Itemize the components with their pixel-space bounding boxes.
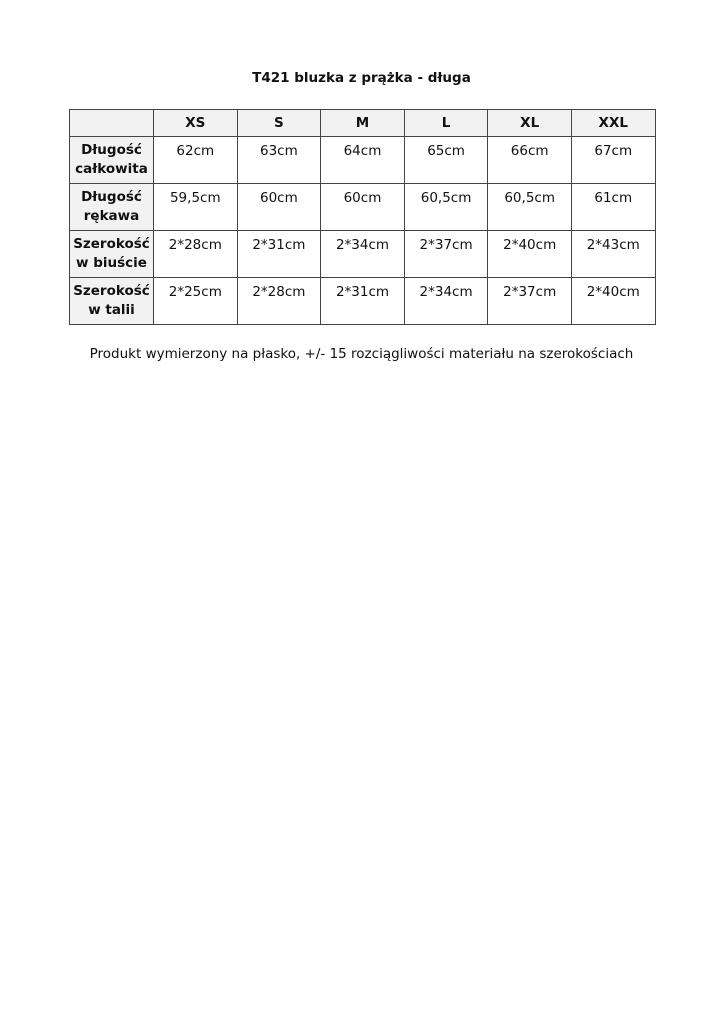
table-header-row [70, 110, 656, 137]
table-cell: 2*43cm [571, 231, 655, 278]
row-label-waist-width [70, 278, 154, 325]
table-cell: 2*28cm [237, 278, 321, 325]
table-cell: 2*31cm [237, 231, 321, 278]
table-cell: 2*28cm [154, 231, 238, 278]
table-row [70, 231, 656, 278]
table-cell: 2*34cm [404, 278, 488, 325]
table-cell: 61cm [571, 184, 655, 231]
row-label-line: Długość [81, 189, 142, 205]
size-table [69, 109, 656, 325]
table-cell: 60,5cm [404, 184, 488, 231]
row-label-bust-width [70, 231, 154, 278]
row-label-line: całkowita [75, 161, 148, 177]
size-header-l: L [404, 110, 488, 137]
table-row [70, 137, 656, 184]
table-cell: 66cm [488, 137, 572, 184]
table-corner-cell [70, 110, 154, 137]
table-cell: 63cm [237, 137, 321, 184]
table-cell: 62cm [154, 137, 238, 184]
row-label-line: rękawa [83, 208, 140, 224]
row-label-line: Szerokość [73, 283, 150, 299]
row-label-line: w talii [88, 302, 135, 318]
measurement-note: Produkt wymierzony na płasko, +/- 15 rozciągliwości materiału na szerokościach [89, 346, 634, 362]
table-cell: 2*40cm [571, 278, 655, 325]
size-header-xxl: XXL [571, 110, 655, 137]
row-label-total-length [70, 137, 154, 184]
table-cell: 67cm [571, 137, 655, 184]
size-header-xs: XS [154, 110, 238, 137]
table-cell: 64cm [321, 137, 405, 184]
table-cell: 60cm [237, 184, 321, 231]
table-row [70, 278, 656, 325]
row-label-sleeve-length [70, 184, 154, 231]
table-row [70, 184, 656, 231]
table-cell: 2*37cm [404, 231, 488, 278]
table-cell: 2*34cm [321, 231, 405, 278]
size-header-m: M [321, 110, 405, 137]
document-title: T421 bluzka z prążka - długa [252, 70, 471, 86]
row-label-line: w biuście [76, 255, 147, 271]
size-header-s: S [237, 110, 321, 137]
table-cell: 2*25cm [154, 278, 238, 325]
row-label-line: Długość [81, 142, 142, 158]
size-header-xl: XL [488, 110, 572, 137]
table-cell: 2*31cm [321, 278, 405, 325]
table-cell: 65cm [404, 137, 488, 184]
table-cell: 2*37cm [488, 278, 572, 325]
table-cell: 2*40cm [488, 231, 572, 278]
table-cell: 60,5cm [488, 184, 572, 231]
table-cell: 59,5cm [154, 184, 238, 231]
table-cell: 60cm [321, 184, 405, 231]
row-label-line: Szerokość [73, 236, 150, 252]
